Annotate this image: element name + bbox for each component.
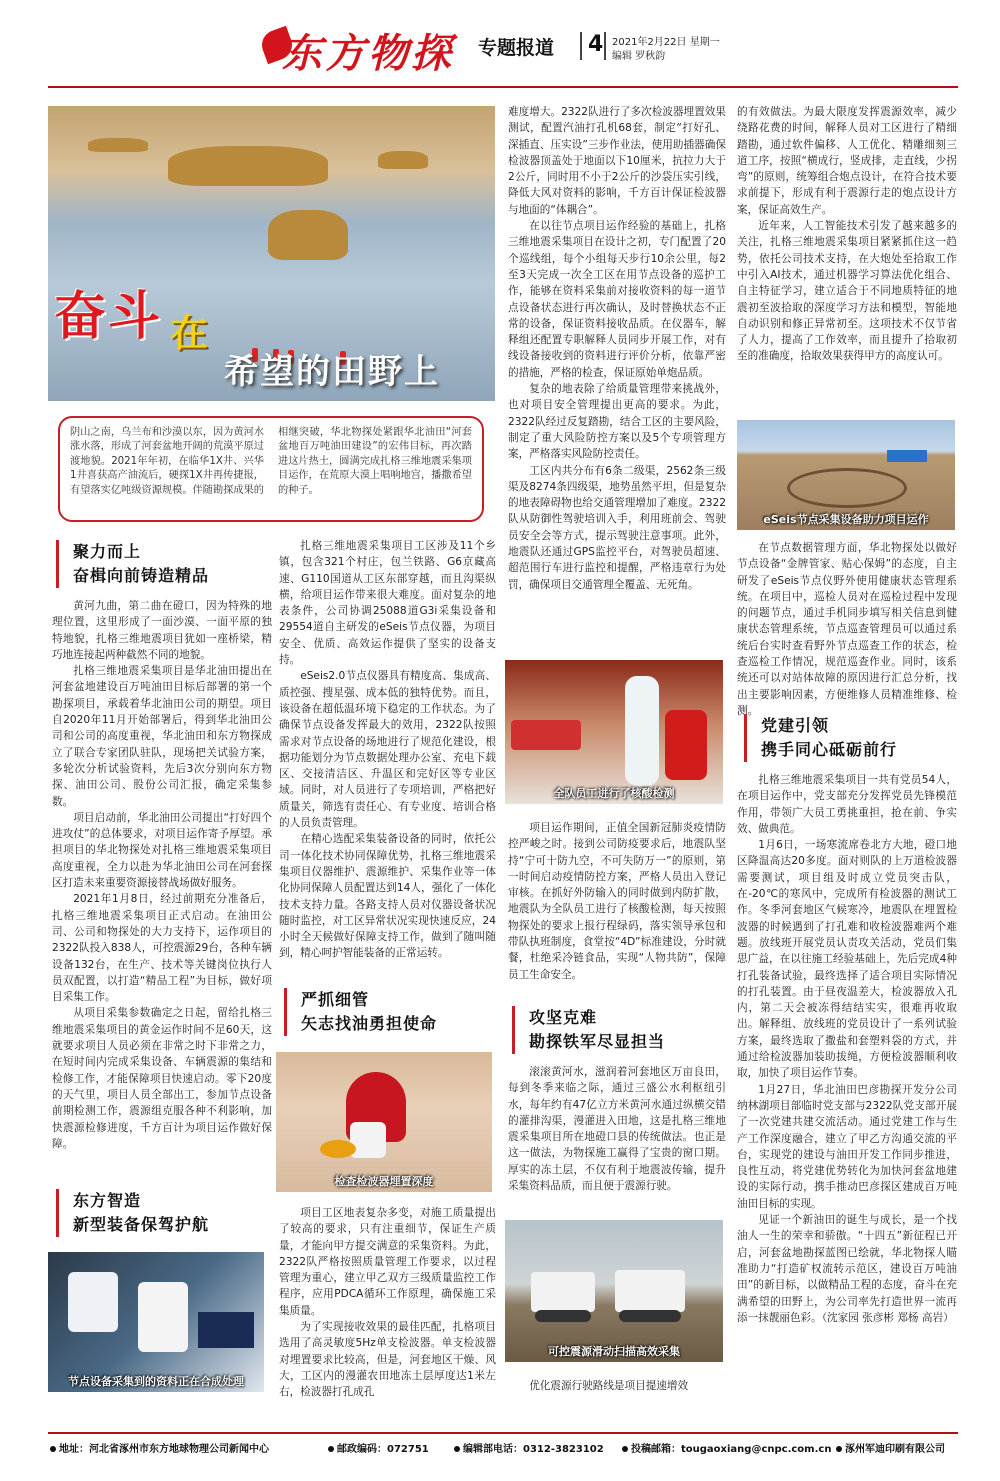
photo-geophone-check: [276, 1052, 492, 1192]
paragraph: 扎格三维地震采集项目是华北油田提出在河套盆地建设百万吨油田目标后部署的第一个勘探项目，承载着华北油田公司的期望。项目自2020年11月开始部署后，得到华北油田公司和公司的高度重视，华北油田和东方物探成立了联合专家团队驻队，现场把关试验方案，多轮次分析试验资料，先后3次分别向东方物探、油田公司、股份公司汇报，确定采集参数。: [52, 665, 272, 808]
section-title: 专题报道: [478, 37, 555, 59]
paragraph: 项目运作期间，正值全国新冠肺炎疫情防控严峻之时。接到公司防疫要求后，地震队坚持“宁可十防九空，不可失防万一”的原则，第一时间启动疫情防控方案，严格人员出入登记审核。在抓好外防输入的同时做到内防扩散，地震队为全队员工进行了核酸检测，每天按照物探处的要求上报行程绿码，落实领导承包和带队执班制度，食堂按“4D”标准建设，分时就餐，杜绝采冷链食品，实现“人物共防”，保障员工生命安全。: [508, 822, 726, 981]
issue-date: 2021年2月22日 星期一: [612, 37, 720, 48]
bullet-icon: [622, 1446, 628, 1452]
heading-line: 严抓细管: [301, 990, 370, 1009]
heading-line: 矢志找油勇担使命: [301, 1014, 438, 1033]
paragraph: 难度增大。2322队进行了多次检波器埋置效果测试，配置汽油打孔机68套，制定“打好孔、深插直、压实设”三步作业法，使用助插器确保检波器顶盖处于地面以下10厘米，抗拉力大于2公斤，同时用不小于2公斤的沙袋压实引线，降低大风对资料的影响，千方百计保证检波器与地面的“体耦合”。: [508, 106, 726, 216]
photo-processing: [48, 1252, 264, 1392]
editor-credit: 编辑 罗秋韵: [612, 51, 666, 62]
photo-caption: 检查检波器埋置深度: [334, 1175, 434, 1188]
paragraph: 1月27日，华北油田巴彦勘探开发分公司纳林湖项目部临时党支部与2322队党支部开展了一次党建共建交流活动。通过党建工作与生产工作深度融合，建立了甲乙方沟通交流的平台，实现党的建设与油田开发工作同步推进，良性互动，将党建优势转化为加快河套盆地建设的实际行动，携手推动巴彦探区建成百万吨油田目标的实现。: [737, 1083, 957, 1210]
bullet-icon: [50, 1446, 56, 1452]
article-column: [737, 772, 957, 1326]
paragraph: 项目工区地表复杂多变，对施工质量提出了较高的要求，只有注重细节，保证生产质量，才能向甲方提交满意的采集资料。为此，2322队严格按照质量管理工作要求，以过程管理为重心，建立甲乙双方三级质量监控工作程序，应用PDCA循环工作原理，确保施工采集质量。: [279, 1207, 496, 1317]
hero-title-connector: 在: [170, 310, 209, 355]
photo-caption: 节点设备采集到的资料正在合成处理: [68, 1375, 244, 1388]
footer-address: 地址：河北省涿州市东方地球物理公司新闻中心: [50, 1440, 269, 1455]
bullet-icon: [328, 1446, 334, 1452]
article-column: [508, 104, 726, 593]
footer-postcode: 邮政编码：072751: [328, 1440, 429, 1455]
section-heading: [284, 988, 437, 1036]
paragraph: 黄河九曲，第二曲在磴口，因为特殊的地理位置，这里形成了一面沙漠、一面平原的独特地貌，扎格三维地震项目犹如一座桥梁，精巧地连接起两种截然不同的地貌。: [52, 600, 272, 661]
footer-phone: 编辑部电话：0312-3823102: [454, 1440, 604, 1455]
page-number: 4: [588, 32, 604, 57]
article-column: [279, 538, 496, 962]
hero-subtitle: 希望的田野上: [224, 352, 440, 392]
heading-line: 聚力而上: [73, 542, 142, 561]
hero-title: 奋斗: [54, 286, 163, 347]
article-column: [279, 1205, 496, 1401]
article-column: [508, 1378, 726, 1394]
paragraph: 项目启动前，华北油田公司提出“打好四个进攻仗”的总体要求，对项目运作寄予厚望。承担项目的华北物探处对扎格三维地震采集项目高度重视，全力以赴为华北油田公司在河套探区打造未来重要资源接替战场做好服务。: [52, 811, 272, 890]
article-column: [508, 1064, 726, 1194]
paragraph: 在以往节点项目运作经验的基础上，扎格三维地震采集项目在设计之初，专门配置了20个巡线组，每个小组每天步行10余公里，每2至3天完成一次全工区在用节点设备的巡护工作，能够在资料采集前对接收资料的每一道节点设备状态进行再次确认，及时替换状态不正常的设备，保证资料接收品质。在仪器车，解释组还配置专职解释人员同步开展工作，对有线设备接收到的资料进行评价分析，依靠严密的措施，严格的检查，保证原始单炮品质。: [508, 220, 726, 379]
photo-caption: 全队员工进行了核酸检测: [553, 787, 675, 800]
photo-eseis-nodes: [737, 420, 955, 530]
paragraph: 优化震源行驶路线是项目提速增效: [529, 1380, 689, 1392]
divider: [604, 32, 606, 60]
paragraph: 2021年1月8日，经过前期充分准备后，扎格三维地震采集项目正式启动。在油田公司、公司和物探处的大力支持下，运作项目的2322队投入838人，可控震源29台，各种车辆设备132台，在生产、技术等关键岗位执行人员双配置，以打造“精品工程”为目标，做好项目采集工作。: [52, 893, 272, 1004]
heading-line: 奋楫向前铸造精品: [73, 566, 210, 585]
section-heading: [512, 1006, 665, 1054]
article-column: [52, 598, 272, 1152]
hero-photo: [48, 106, 495, 401]
section-heading: [56, 540, 209, 588]
section-heading: [56, 1189, 209, 1237]
heading-line: 勘探铁军尽显担当: [529, 1032, 666, 1051]
photo-caption: 可控震源滑动扫描高效采集: [548, 1345, 680, 1358]
paragraph: 的有效做法。为最大限度发挥震源效率，减少绕路花费的时间，解释人员对工区进行了精细踏勘，通过软件偏移、人工优化、精雕细刻三道工序，按照“横成行，竖成排，走直线，少拐弯”的原则，统筹组合炮点设计，在符合技术要求前提下，形成有利于震源行走的炮点设计方案，保证高效生产。: [737, 106, 957, 216]
paragraph: 扎格三维地震采集项目工区涉及11个乡镇，包含321个村庄，包兰铁路、G6京藏高速、G110国道从工区东部穿越，而且沟渠纵横，给项目运作带来很大难度。面对复杂的地表条件，公司协调25088道G3i采集设备和29554道自主研发的eSeis节点仪器，为项目安全、优质、高效运作提供了坚实的设备支持。: [279, 540, 496, 667]
paragraph: 扎格三维地震采集项目一共有党员54人，在项目运作中，党支部充分发挥党员先锋模范作用，带领广大员工勇挑重担，抢在前、争实效、做典范。: [737, 774, 957, 835]
heading-line: 攻坚克难: [529, 1008, 598, 1027]
article-column: [737, 104, 957, 365]
paragraph: 滚滚黄河水，滋润着河套地区万亩良田，每到冬季来临之际，通过三盛公水利枢纽引水，每年约有47亿立方米黄河水通过纵横交错的灌排沟渠，漫灌进入田地，这是扎格三维地震采集项目所在地磴口县的传统做法。也正是这一做法，为物探施工赢得了宝贵的窗口期。厚实的冻土层，不仅有利于地震波传输，提升采集资料品质，而且便于震源行驶。: [508, 1066, 726, 1193]
paragraph: 复杂的地表除了给质量管理带来挑战外，也对项目安全管理提出更高的要求。为此，2322队经过反复踏勘，结合工区的主要风险，制定了重大风险防控方案以及5个专项管理方案，严格落实风险防控责任。: [508, 383, 726, 461]
photo-covid-test: [505, 660, 723, 804]
intro-text: 阴山之南，乌兰布和沙漠以东，因为黄河水涨水落，形成了河套盆地开阔的荒漠平原过渡地貌。2021年年初，在临华1X井、兴华1井喜获高产油流后，硬探1X井再传捷报，有望落实亿吨级资源规模。伴随勘探成果的相继突破，华北物探处紧跟华北油田“河套盆地百万吨油田建设”的宏伟目标，再次踏进这片热土，圆满完成扎格三维地震采集项目运作，在荒原大漠上唱响地宫，播撒希望的种子。: [70, 427, 472, 496]
paragraph: 见证一个新油田的诞生与成长，是一个找油人一生的荣幸和骄傲。“十四五”新征程已开启，河套盆地勘探蓝图已绘就，华北物探人瞄准助力“打造矿权流转示范区，建设百万吨油田”的新目标，以做精品工程的态度，奋斗在充满希望的田野上，为公司率先打造世界一流再添一抹靓丽色彩。（沈家园 张彦彬 郑杨 高岩）: [737, 1214, 957, 1324]
footer-email[interactable]: 投稿邮箱：tougaoxiang@cnpc.com.cn: [622, 1440, 831, 1455]
photo-vibroseis: [505, 1220, 723, 1362]
paragraph: 工区内共分布有6条二级渠，2562条三级渠及8274条四级渠，地势虽然平坦，但是复杂的地表障碍物也给交通管理增加了难度。2322队从防御性驾驶培训入手，利用班前会、驾驶员安全会等方式，提示驾驶注意事项。此外，地震队还通过GPS监控平台，对驾驶员超速、超范围行车进行监控和提醒，严格违章行为处罚，确保项目交通管理全覆盖、无死角。: [508, 464, 726, 591]
dateline: [612, 36, 720, 64]
section-heading: [744, 714, 897, 762]
paragraph: 在精心选配采集装备设备的同时，依托公司一体化技术协同保障优势，扎格三维地震采集项目仪器维护、震源维护、采集作业等一体化协同保障人员配置达到14人，强化了一体化技术支持力量。各路支持人员对仪器设备状况随时监控，对工区异常状况实现快速反应，24小时全天候做好保障支持工作，做到了随叫随到，精心呵护智能装备的正常运转。: [279, 833, 496, 960]
intro-box: [58, 416, 484, 522]
paragraph: eSeis2.0节点仪器具有精度高、集成高、质控强、搜星强、成本低的独特优势。而且，该设备在超低温环境下稳定的工作状态。为了确保节点设备发挥最大的效用，2322队按照需求对节点设备的场地进行了规范化建设，根据功能划分为节点数据处理办公室、充电下载区、交接清洁区、升温区和完好区等专业区域。同时，对人员进行了专项培训，严格把好质量关，筛选有责任心、有专业度、培训合格的人员负责管理。: [279, 670, 496, 830]
article-column: [737, 540, 957, 719]
paragraph: 从项目采集参数确定之日起，留给扎格三维地震采集项目的黄金运作时间不足60天，这就要求项目人员必须在非常之时下非常之力，在短时间内完成采集设备、车辆震源的集结和检修工作，才能保障项目快速启动。零下20度的天气里，项目人员全部出工，参加节点设备前期检测工作，震源组克服各种不利影响，加快震源检修进度，千方百计为项目运作做好保障。: [52, 1007, 272, 1150]
heading-line: 东方智造: [73, 1191, 142, 1210]
brand-logo: 东方物探: [282, 30, 454, 77]
paragraph: 近年来，人工智能技术引发了越来越多的关注，扎格三维地震采集项目紧紧抓住这一趋势，依托公司技术支持，在大炮处至拾取工作中引入AI技术，通过机器学习算法优化组合、自主特征学习，建立适合于不同地质特征的地震初至波拾取的深度学习方法和模型，智能地自动识别和修正异常初至。这项技术不仅节省了人力，提高了工作效率，而且提升了拾取初至的准确度，拾取效果获得甲方的高度认可。: [737, 220, 957, 363]
paragraph: 为了实现接收效果的最佳匹配，扎格项目选用了高灵敏度5Hz单支检波器。单支检波器对埋置要求比较高，但是，河套地区干燥、风大，工区内的漫灌农田地冻土层厚度达1米左右，检波器打孔成孔: [279, 1321, 496, 1399]
heading-line: 党建引领: [761, 716, 830, 735]
masthead: [0, 0, 1000, 100]
footer-rule: [48, 1432, 958, 1434]
article-column: [508, 820, 726, 983]
photo-caption: eSeis节点采集设备助力项目运作: [763, 513, 929, 526]
bullet-icon: [836, 1446, 842, 1452]
top-rule: [48, 86, 958, 88]
footer-printer: 涿州军迪印刷有限公司: [836, 1440, 945, 1455]
paragraph: 1月6日，一场寒流席卷北方大地，磴口地区降温高达20多度。面对则队的上万道检波器需要测试，项目组及时成立党员突击队，在-20℃的寒风中，完成所有检波器的测试工作。冬季河套地区气候寒冷，地震队在埋置检波器的时候遇到了打孔难和收检波器难两个难题。放线班开展党员认责攻关活动，党员们集思广益，在以往施工经验基础上，先后完成4种打孔装备试验，最终选择了适合项目实际情况的打孔装置。由于昼夜温差大，检波器放入孔内，第二天会被冻得结结实实，很难再收取出。解释组、放线班的党员设计了一系列试验方案，最终选取了撒盐和套塑料袋的方式，并通过给检波器加装助拔绳，方便检波器顺利收取，加快了项目运作节奏。: [737, 839, 957, 1080]
divider: [580, 32, 582, 60]
paragraph: 在节点数据管理方面，华北物探处以做好节点设备“金牌管家、贴心保姆”的态度，自主研发了eSeis节点仪野外使用健康状态管理系统。在项目中，巡检人员对在巡检过程中发现的问题节点，通过手机同步填写相关信息到健康状态管理系统，节点巡查管理员可以通过系统后台实时查看野外节点巡查工作的状态，检查巡检工作情况，规范巡查作业。同时，该系统还可以对站体故障的原因进行汇总分析，找出主要影响因素，方便维修人员精准维修、检测。: [737, 542, 957, 717]
heading-line: 新型装备保驾护航: [73, 1215, 210, 1234]
heading-line: 携手同心砥砺前行: [761, 740, 898, 759]
bullet-icon: [454, 1446, 460, 1452]
